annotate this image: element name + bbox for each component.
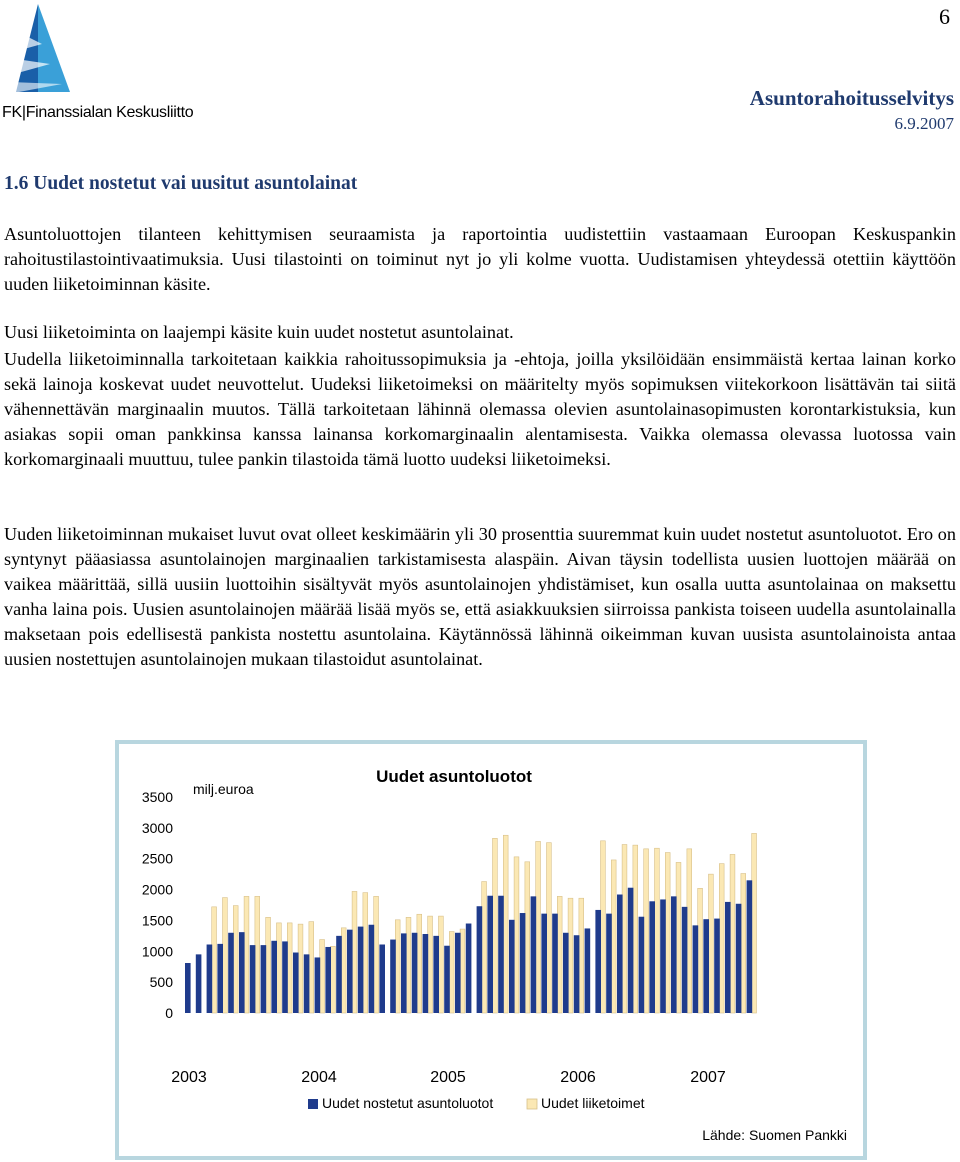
y-tick-label: 3000 xyxy=(141,819,173,836)
bar-series-1 xyxy=(185,963,191,1013)
chart-source: Lähde: Suomen Pankki xyxy=(702,1127,847,1143)
bar-series-1 xyxy=(455,933,461,1013)
bar-series-2 xyxy=(460,929,465,1013)
bar-series-2 xyxy=(341,928,346,1013)
bar-series-1 xyxy=(423,934,429,1013)
bar-series-1 xyxy=(412,933,418,1013)
bar-series-1 xyxy=(531,896,537,1013)
chart-legend xyxy=(308,1095,645,1111)
bar-series-1 xyxy=(693,925,699,1013)
bar-series-2 xyxy=(568,898,573,1013)
y-tick-label: 2000 xyxy=(141,881,173,898)
bar-series-2 xyxy=(633,845,638,1013)
bar-series-2 xyxy=(611,860,616,1013)
paragraph-3: Uudella liiketoiminnalla tarkoitetaan kaikkia rahoitussopimuksia ja -ehtoja, joilla yksilöidään ensimmäistä kertaa lainan korko sekä lainoja koskevat uudet neuvottelut. Uudeksi liiketoimeksi on määritelty myös sopimuksen viitekorkoon lisättävän tai siitä vähennettävän marginaalin muutos. Tällä tarkoitetaan lähinnä olemassa olevien asuntolainasopimusten korontarkistuksia, kun asiakas sopii oman pankkinsa kanssa lainansa korkomarginaalin alentamisesta. Vaikka olemassa olevassa luotossa vain korkomarginaali muuttuu, tulee pankin tilastoida tämä luotto uudeksi liiketoimeksi. xyxy=(4,349,956,469)
bar-series-2 xyxy=(331,946,336,1013)
fk-logo-icon xyxy=(2,4,182,104)
bar-series-1 xyxy=(585,928,591,1013)
bar-series-1 xyxy=(617,895,623,1013)
bar-series-1 xyxy=(477,906,483,1013)
bar-series-1 xyxy=(347,930,353,1013)
bar-series-1 xyxy=(207,944,213,1013)
bar-series-2 xyxy=(287,923,292,1013)
page-number: 6 xyxy=(939,4,950,29)
bar-series-1 xyxy=(228,933,234,1013)
paragraph-1: Asuntoluottojen tilanteen kehittymisen seuraamista ja raportointia uudistettiin vastaamaan Euroopan Keskuspankin rahoitustilastointivaatimuksia. Uusi tilastointi on toiminut nyt jo yli kolme vuotta. Uudistamisen yhteydessä otettiin käyttöön uuden liiketoiminnan käsite. xyxy=(4,224,956,294)
bar-series-2 xyxy=(752,833,757,1013)
bar-series-1 xyxy=(660,899,666,1013)
x-tick-label: 2003 xyxy=(171,1069,207,1086)
bar-series-2 xyxy=(687,849,692,1013)
legend-swatch-series-1 xyxy=(308,1099,318,1109)
bar-series-1 xyxy=(358,927,364,1013)
bar-series-2 xyxy=(698,888,703,1013)
bar-series-2 xyxy=(439,916,444,1013)
document-title: Asuntorahoitusselvitys xyxy=(749,86,954,110)
y-tick-label: 1000 xyxy=(141,943,173,960)
x-tick-label: 2007 xyxy=(690,1069,726,1086)
document-date: 6.9.2007 xyxy=(894,114,954,133)
bar-series-1 xyxy=(520,913,526,1013)
bar-series-1 xyxy=(444,946,450,1013)
bar-series-2 xyxy=(449,932,454,1013)
bar-series-1 xyxy=(736,904,742,1013)
x-tick-label: 2005 xyxy=(430,1069,466,1086)
bar-series-1 xyxy=(282,941,288,1013)
bar-series-2 xyxy=(601,841,606,1013)
bar-series-1 xyxy=(574,935,580,1013)
bar-series-2 xyxy=(363,893,368,1013)
bar-series-1 xyxy=(714,919,720,1013)
bar-series-1 xyxy=(271,941,277,1013)
bar-series-2 xyxy=(320,940,325,1013)
bar-series-2 xyxy=(536,841,541,1013)
legend-label-series-2: Uudet liiketoimet xyxy=(541,1095,645,1111)
bar-series-1 xyxy=(703,919,709,1013)
bar-series-1 xyxy=(325,947,331,1013)
bar-series-2 xyxy=(417,914,422,1013)
bar-series-2 xyxy=(730,854,735,1013)
bar-series-2 xyxy=(709,874,714,1013)
bar-series-2 xyxy=(233,906,238,1013)
paragraph-2: Uusi liiketoiminta on laajempi käsite kuin uudet nostetut asuntolainat. xyxy=(4,322,514,342)
bar-series-1 xyxy=(466,924,472,1013)
bar-series-1 xyxy=(304,954,310,1013)
bar-series-1 xyxy=(336,936,342,1013)
bar-series-2 xyxy=(395,920,400,1013)
bar-series-2 xyxy=(309,922,314,1013)
bar-series-1 xyxy=(369,925,375,1013)
bar-series-1 xyxy=(498,896,504,1013)
bar-series-1 xyxy=(552,914,558,1013)
legend-swatch-series-2 xyxy=(527,1099,537,1109)
bar-series-2 xyxy=(493,838,498,1013)
bar-series-1 xyxy=(315,957,321,1013)
y-tick-label: 3500 xyxy=(141,789,173,805)
section-heading: 1.6 Uudet nostetut vai uusitut asuntolainat xyxy=(4,173,358,194)
bar-series-2 xyxy=(741,874,746,1013)
fk-logo xyxy=(2,4,194,126)
bar-series-2 xyxy=(503,835,508,1013)
bar-series-1 xyxy=(239,932,245,1013)
logo-text: FK|Finanssialan Keskusliitto xyxy=(2,104,194,121)
bar-series-1 xyxy=(509,920,515,1013)
bar-series-1 xyxy=(401,933,407,1013)
bar-series-1 xyxy=(196,954,202,1013)
bar-series-2 xyxy=(579,898,584,1013)
bar-series-2 xyxy=(525,862,530,1013)
bar-series-2 xyxy=(428,916,433,1013)
bar-series-1 xyxy=(639,917,645,1013)
bar-series-2 xyxy=(374,896,379,1013)
bar-series-1 xyxy=(628,888,634,1013)
x-tick-label: 2006 xyxy=(560,1069,596,1086)
paragraph-4: Uuden liiketoiminnan mukaiset luvut ovat olleet keskimäärin yli 30 prosenttia suuremmat kuin uudet nostetut asuntoluotot. Ero on syntynyt pääasiassa asuntolainojen marginaalien tarkistamisesta alaspäin. Aivan täysin todellista uusien luottojen määrää on vaikea määrittää, sillä uusiin luottoihin sisältyvät myös asuntolainojen yhdistämiset, kun osalla uutta asuntolainaa on maksettu vanha laina pois. Uusien asuntolainojen määrää lisää myös se, että asiakkuuksien siirroissa pankista toiseen uudella asuntolainalla maksetaan pois edellisestä pankista nostettu asuntolaina. Käytännössä lähinnä oikeimman kuvan uusista asuntolainoista antaa uusien nostettujen asuntolainojen mukaan tilastoidut asuntolainat. xyxy=(4,524,956,669)
bar-series-2 xyxy=(277,923,282,1013)
bar-series-1 xyxy=(671,896,677,1013)
bar-series-1 xyxy=(379,944,385,1013)
chart-title: Uudet asuntoluotot xyxy=(376,767,532,786)
y-tick-label: 2500 xyxy=(141,850,173,867)
bar-series-1 xyxy=(747,880,753,1013)
bar-series-2 xyxy=(547,843,552,1013)
bar-series-2 xyxy=(406,917,411,1013)
bar-series-2 xyxy=(644,849,649,1013)
bar-series-2 xyxy=(676,862,681,1013)
x-tick-label: 2004 xyxy=(301,1069,337,1086)
y-tick-label: 0 xyxy=(165,1005,173,1021)
bar-series-2 xyxy=(298,924,303,1013)
bar-series-2 xyxy=(212,907,217,1013)
bar-series-2 xyxy=(255,896,260,1013)
bar-series-2 xyxy=(266,917,271,1013)
bar-series-1 xyxy=(390,940,396,1013)
bar-series-1 xyxy=(595,910,601,1013)
bar-series-1 xyxy=(725,902,731,1013)
chart-frame xyxy=(115,740,867,1160)
bar-series-2 xyxy=(223,898,228,1013)
bar-series-1 xyxy=(433,936,439,1013)
bar-series-2 xyxy=(665,853,670,1013)
bar-series-1 xyxy=(541,914,547,1013)
bar-series-2 xyxy=(244,896,249,1013)
legend-label-series-1: Uudet nostetut asuntoluotot xyxy=(322,1095,494,1111)
bar-series-1 xyxy=(261,945,267,1013)
bar-series-1 xyxy=(293,953,299,1013)
y-tick-label: 500 xyxy=(149,974,173,991)
bar-series-1 xyxy=(682,907,688,1013)
bar-series-1 xyxy=(563,933,569,1013)
bar-series-1 xyxy=(250,945,256,1013)
bar-series-2 xyxy=(482,882,487,1013)
bar-series-2 xyxy=(655,848,660,1013)
bar-series-2 xyxy=(514,857,519,1013)
bar-series-2 xyxy=(557,896,562,1013)
bar-series-1 xyxy=(606,914,612,1013)
bar-series-1 xyxy=(217,944,223,1013)
y-tick-label: 1500 xyxy=(141,912,173,929)
bar-series-1 xyxy=(649,901,655,1013)
bar-chart xyxy=(119,744,863,1156)
bar-series-2 xyxy=(719,864,724,1013)
bar-series-2 xyxy=(622,845,627,1013)
chart-unit-label: milj.euroa xyxy=(193,781,254,797)
bar-series-2 xyxy=(352,891,357,1013)
bar-series-1 xyxy=(487,896,493,1013)
